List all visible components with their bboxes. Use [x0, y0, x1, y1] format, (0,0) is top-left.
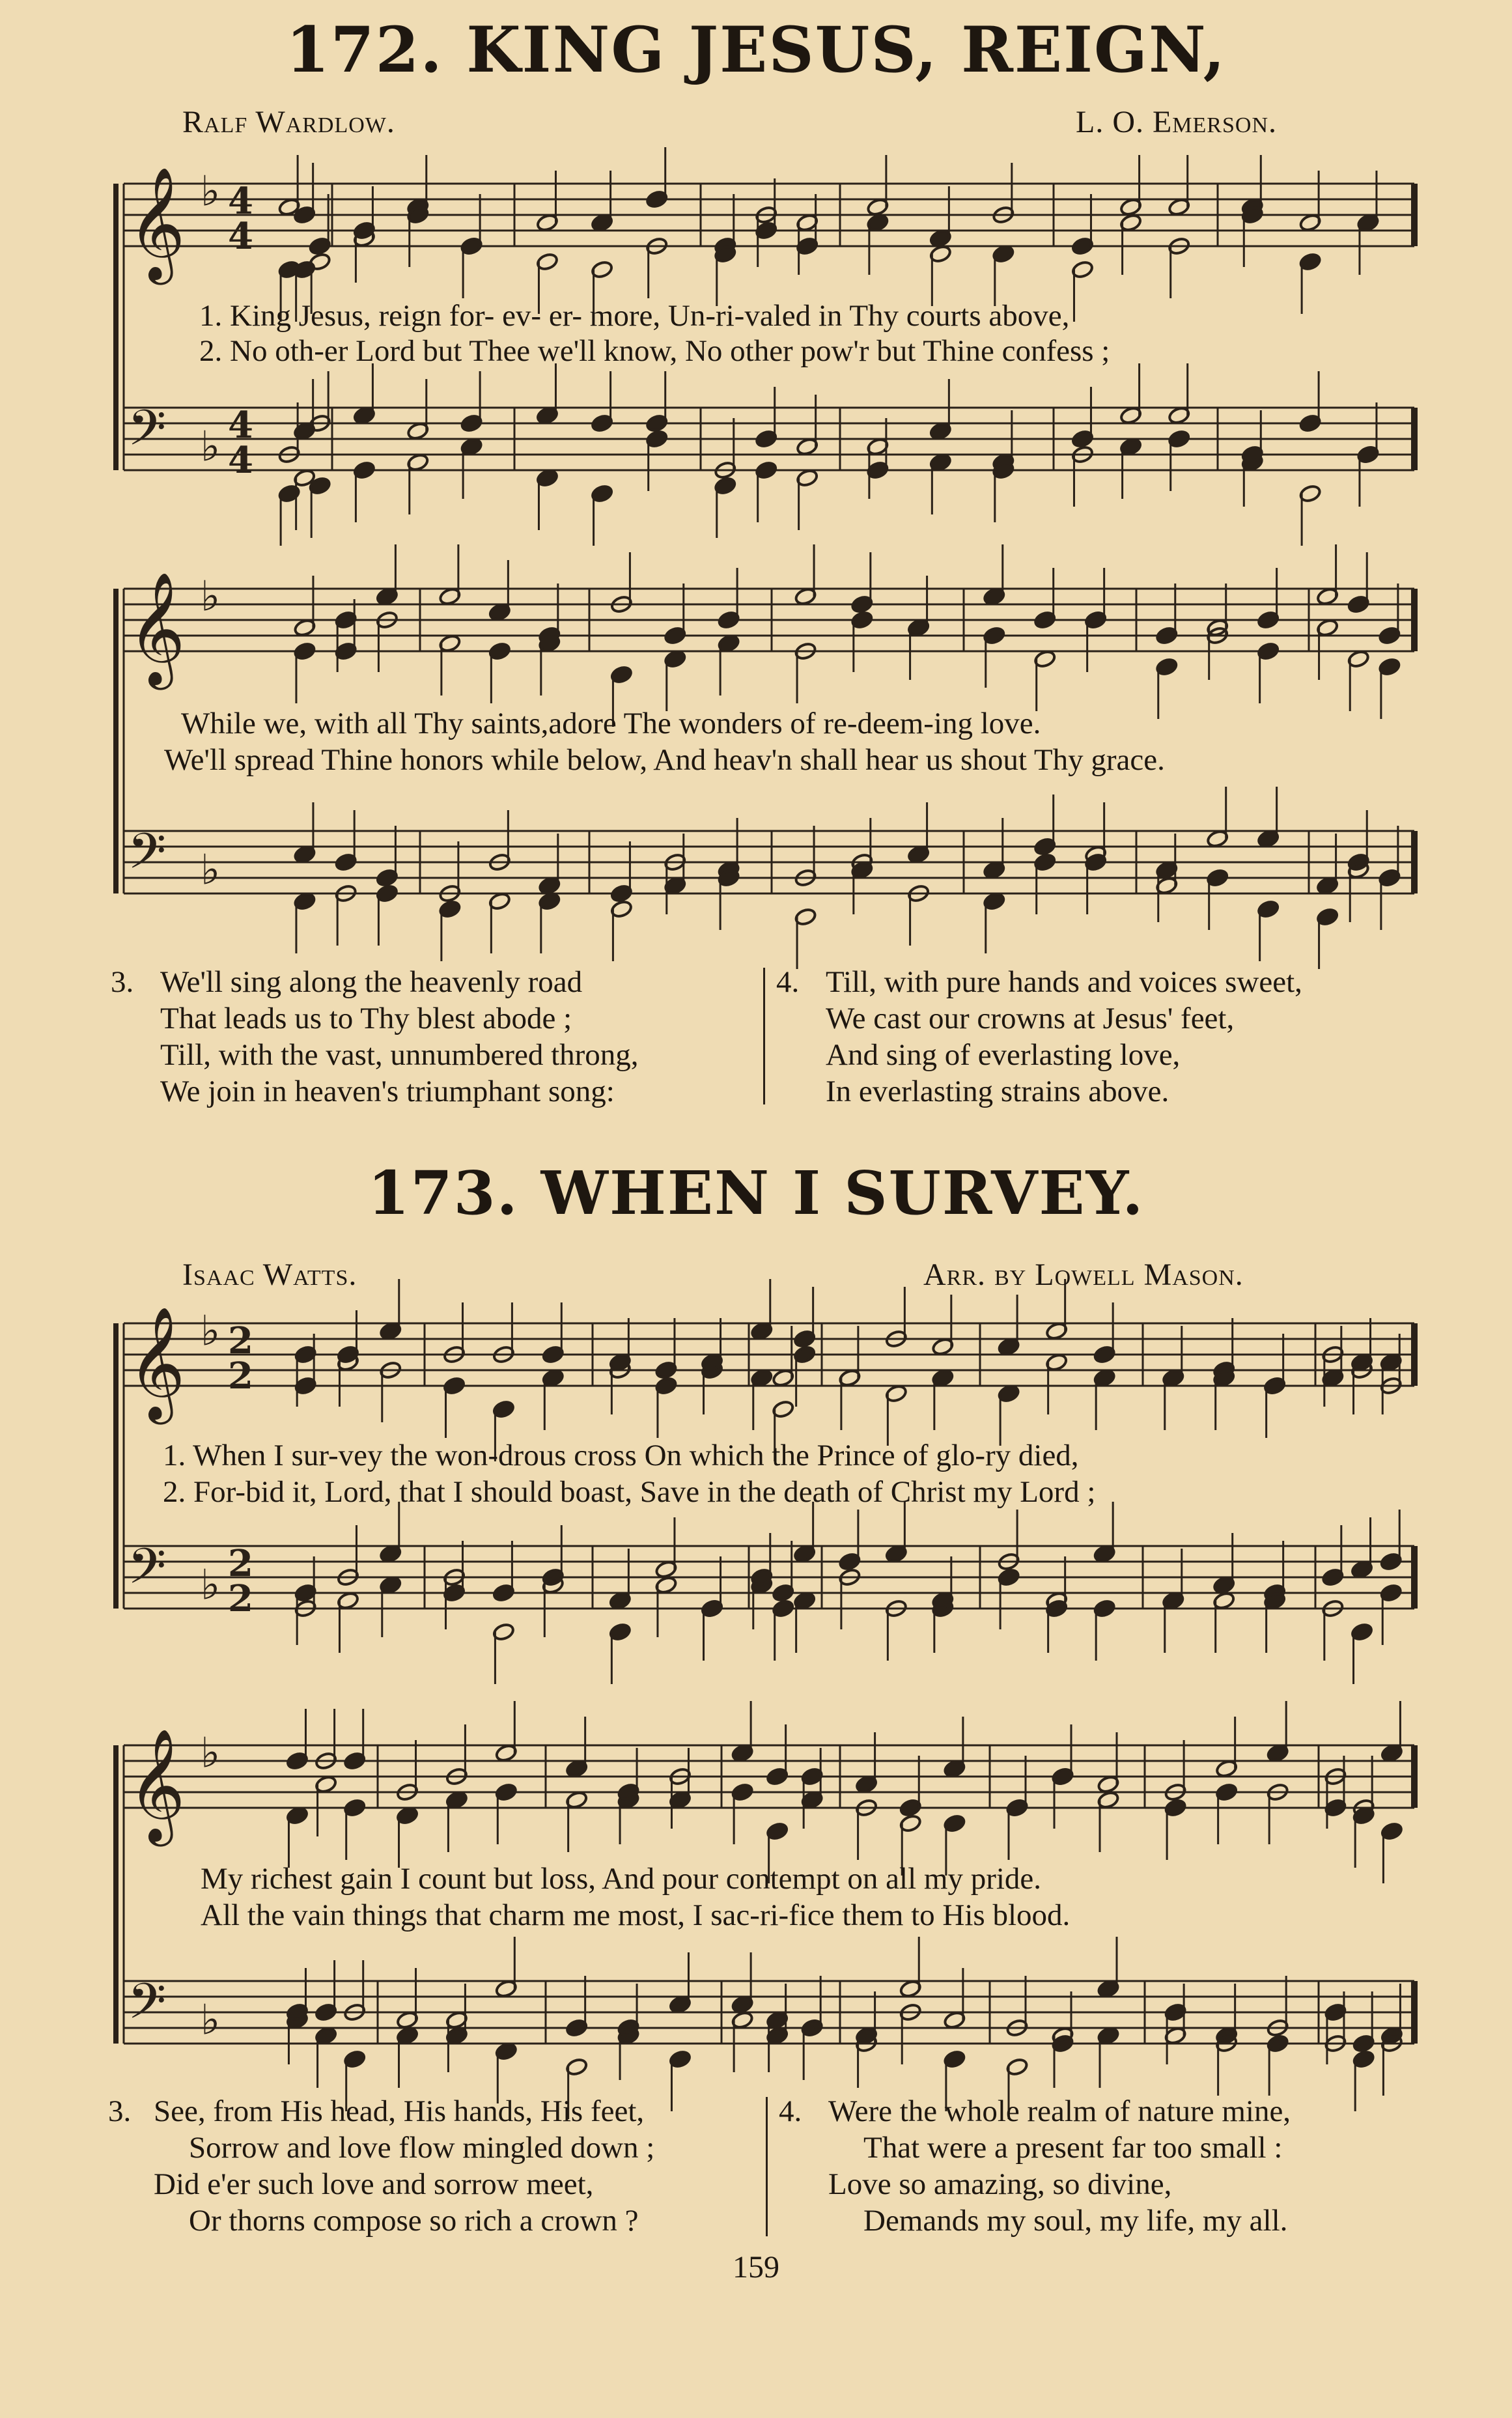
time-signature: 4	[228, 180, 253, 223]
hymn-173-music-by: Arr. by Lowell Mason.	[923, 1258, 1244, 1292]
verse-number: 4.	[779, 2094, 802, 2128]
time-signature: 2	[228, 1577, 253, 1620]
verse-line: Till, with pure hands and voices sweet,	[826, 965, 1302, 999]
hymn-172-lyric-line: While we, with all Thy saints,adore The wonders of re-deem-ing love.	[181, 707, 1041, 740]
flat-icon: ♭	[201, 1996, 221, 2045]
flat-icon: ♭	[201, 1561, 221, 1610]
verse-line: And sing of everlasting love,	[826, 1038, 1181, 1072]
bass-clef-icon: 𝄢	[128, 1973, 167, 2042]
hymn-172-lyric-line: We'll spread Thine honors while below, And heav'n shall hear us shout Thy grace.	[164, 743, 1165, 777]
verse-line: Were the whole realm of nature mine,	[828, 2094, 1291, 2128]
flat-icon: ♭	[201, 167, 221, 216]
verse-number: 3.	[111, 965, 134, 999]
hymn-173-words-by: Isaac Watts.	[182, 1258, 357, 1292]
verse-line: In everlasting strains above.	[826, 1075, 1169, 1108]
verse-line: Or thorns compose so rich a crown ?	[189, 2204, 639, 2238]
verse-line: We'll sing along the heavenly road	[160, 965, 583, 999]
bass-clef-icon: 𝄢	[128, 822, 167, 892]
flat-icon: ♭	[201, 1729, 221, 1778]
verse-line: Till, with the vast, unnumbered throng,	[160, 1038, 639, 1072]
hymn-172-words-by: Ralf Wardlow.	[182, 105, 395, 139]
bass-clef-icon: 𝄢	[128, 399, 167, 469]
verse-number: 3.	[108, 2094, 132, 2128]
verse-line: See, from His head, His hands, His feet,	[154, 2094, 645, 2128]
flat-icon: ♭	[201, 846, 221, 895]
hymn-172-lyric-line: 1. King Jesus, reign for- ev- er- more, Un-ri-valed in Thy courts above,	[199, 299, 1070, 333]
hymn-172-lyric-line: 2. No oth-er Lord but Thee we'll know, No other pow'r but Thine confess ;	[199, 334, 1110, 368]
verse-line: We cast our crowns at Jesus' feet,	[826, 1002, 1235, 1035]
verse-line: Demands my soul, my life, my all.	[863, 2204, 1288, 2238]
page-number: 159	[733, 2250, 779, 2284]
treble-clef-icon: 𝄞	[128, 572, 186, 685]
flat-icon: ♭	[201, 1307, 221, 1356]
hymn-173-lyric-line: 1. When I sur-vey the won-drous cross On which the Prince of glo-ry died,	[163, 1439, 1079, 1472]
verse-line: Did e'er such love and sorrow meet,	[154, 2167, 594, 2201]
verse-divider	[766, 2097, 768, 2236]
hymn-173-lyric-line: All the vain things that charm me most, I sac-ri-fice them to His blood.	[201, 1898, 1071, 1932]
hymn-172-title: 172. KING JESUS, REIGN,	[286, 13, 1226, 87]
hymn-173-lyric-line: 2. For-bid it, Lord, that I should boast, Save in the death of Christ my Lord ;	[163, 1475, 1096, 1509]
time-signature: 4	[228, 404, 253, 447]
time-signature: 4	[228, 215, 253, 258]
hymn-173-title: 173. WHEN I SURVEY.	[367, 1158, 1145, 1228]
flat-icon: ♭	[201, 572, 221, 621]
flat-icon: ♭	[201, 423, 221, 471]
verse-line: We join in heaven's triumphant song:	[160, 1075, 615, 1108]
verse-line: That were a present far too small :	[863, 2131, 1283, 2165]
verse-line: Sorrow and love flow mingled down ;	[189, 2131, 655, 2165]
verse-line: Love so amazing, so divine,	[828, 2167, 1172, 2201]
time-signature: 2	[228, 1542, 253, 1585]
hymn-172-music-by: L. O. Emerson.	[1076, 105, 1277, 139]
time-signature: 2	[228, 1319, 253, 1362]
hymn-173-lyric-line: My richest gain I count but loss, And pour contempt on all my pride.	[201, 1862, 1042, 1896]
verse-divider	[763, 968, 765, 1104]
time-signature: 4	[228, 439, 253, 482]
bass-clef-icon: 𝄢	[128, 1538, 167, 1607]
time-signature: 2	[228, 1355, 253, 1398]
treble-clef-icon: 𝄞	[128, 167, 186, 280]
verse-line: That leads us to Thy blest abode ;	[160, 1002, 572, 1035]
verse-number: 4.	[776, 965, 800, 999]
treble-clef-icon: 𝄞	[128, 1728, 186, 1842]
treble-clef-icon: 𝄞	[128, 1306, 186, 1420]
